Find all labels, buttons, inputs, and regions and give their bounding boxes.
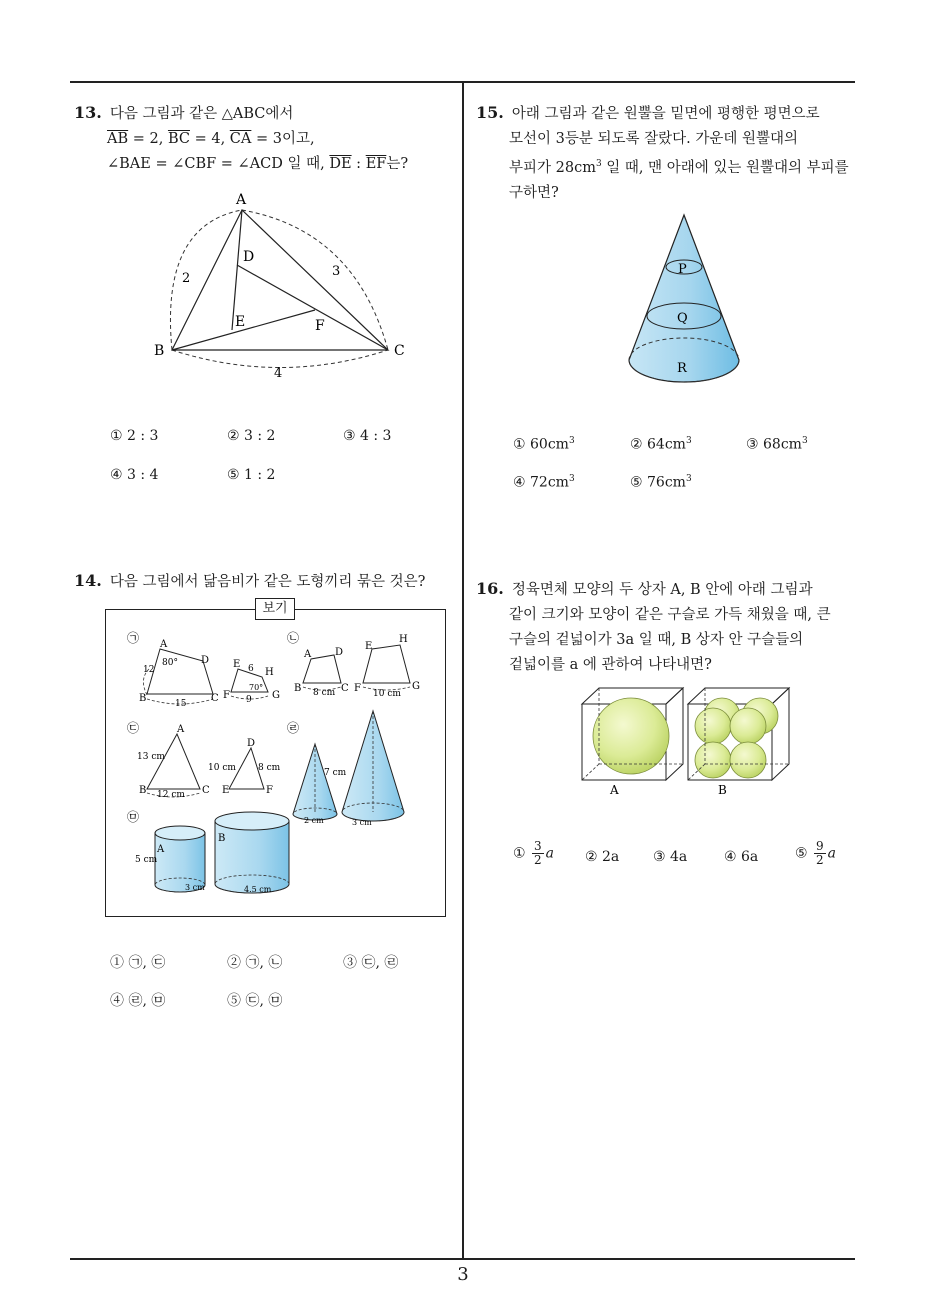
q14-choice-4[interactable]: ④ ㉣, ㉤ [110,993,166,1009]
q15-choice-2-exp: 3 [685,436,692,446]
section-q-label: Q [677,311,688,326]
g3b-left: 10 cm [208,763,236,773]
q16-line1: 정육면체 모양의 두 상자 A, B 안에 아래 그림과 [511,582,813,598]
q13-line1: 다음 그림과 같은 △ABC에서 [109,106,294,122]
q15-choice-3[interactable] [746,436,808,453]
q15-choice-4-exp: 3 [568,474,575,484]
vertex-c-label: C [394,343,405,359]
q15-choice-3-text: ③ 68cm [746,436,802,453]
g3-b: B [139,785,147,796]
q14-figures [105,609,444,915]
q13-choice-1[interactable]: ① 2 : 3 [110,428,159,444]
q13-line2 [74,127,408,152]
cube-a-label: A [610,783,619,797]
ab-value: = 2, [128,131,168,147]
g3b-d: D [247,738,256,749]
g1b-angle: 70° [249,683,264,692]
cube-b-label: B [718,783,727,797]
q16-choice-2[interactable]: ② 2a [585,849,620,865]
q16-line4: 겉넓이를 a 에 관하여 나타내면? [509,657,712,673]
q16-choice-5-mark: ⑤ [795,845,808,862]
q16-choice-1-numerator: 3 [534,839,542,853]
section-r-label: R [677,361,687,376]
g2b-g: G [412,681,420,692]
q14-choice-3[interactable]: ③ ㉢, ㉣ [343,955,399,971]
q16-choice-1-denominator: 2 [534,853,542,867]
q15-line1: 아래 그림과 같은 원뿔을 밑면에 평행한 평면으로 [511,106,820,122]
segment-ef: $\overline{EF}$ [365,156,387,172]
q16-choice-5-var: a [827,845,837,862]
q15-choice-4[interactable] [513,474,575,491]
g2b-base: 10 cm [373,689,401,699]
q13-triangle-figure [140,185,420,380]
side-ab-length: 2 [182,271,191,286]
q16-choice-4[interactable]: ④ 6a [724,849,759,865]
ca-value: = 3이고, [251,131,315,147]
q13-line3 [74,152,408,177]
question-14-number: 14. [74,571,102,590]
question-15-text [476,100,849,206]
group-1-marker: ㉠ [127,631,140,645]
vertex-a-label: A [236,192,247,208]
q15-choice-3-exp: 3 [801,436,808,446]
g5-b: B [218,833,226,844]
bc-value: = 4, [189,131,230,147]
g1-c: C [211,693,219,704]
point-f-label: F [315,318,325,334]
g5-radius-large: 4.5 cm [244,885,272,894]
g1b-h: H [265,667,274,678]
q16-choice-5-numerator: 9 [816,839,824,853]
q15-line3-rest: 일 때, 맨 아래에 있는 원뿔대의 부피를 [601,159,849,176]
q15-choice-1-exp: 3 [568,436,575,446]
q15-line4: 구하면? [509,184,559,201]
g2-b: B [294,683,302,694]
q15-choice-2-text: ② 64cm [630,436,686,453]
q16-choice-1-mark: ① [513,845,526,862]
group-4-marker: ㉣ [287,721,300,735]
q16-choice-5-denominator: 2 [816,853,824,867]
side-bc-length: 4 [274,366,283,380]
q16-line3: 구슬의 겉넓이가 3a 일 때, B 상자 안 구슬들의 [509,632,804,648]
q16-choice-3[interactable]: ③ 4a [653,849,688,865]
question-14-text [74,568,425,595]
q13-choice-3[interactable]: ③ 4 : 3 [343,428,392,444]
q15-cone-figure [620,210,750,390]
angle-condition: ∠BAE = ∠CBF = ∠ACD 일 때, [107,156,330,172]
q14-choice-5[interactable]: ⑤ ㉢, ㉤ [227,993,283,1009]
g4-radius-large: 3 cm [352,818,372,827]
q15-choice-1[interactable] [513,436,575,453]
q13-choice-4[interactable]: ④ 3 : 4 [110,467,159,483]
question-13-text [74,100,408,177]
g2-base: 8 cm [313,688,336,698]
q16-choice-1-fraction [532,840,544,867]
g3-base: 12 cm [157,790,185,800]
segment-de: $\overline{DE}$ [329,156,352,172]
g3-a: A [177,724,185,735]
q14-box-title: 보기 [255,598,295,620]
question-16-number: 16. [476,579,504,598]
g2b-h: H [399,634,408,645]
point-d-label: D [243,249,255,265]
q15-volume: 부피가 28cm [509,159,596,176]
g3b-f: F [266,785,273,796]
q15-choice-4-text: ④ 72cm [513,474,569,491]
q13-choice-5[interactable]: ⑤ 1 : 2 [227,467,276,483]
group-5-marker: ㉤ [127,810,140,824]
bottom-rule [70,1258,855,1260]
g1b-e: E [233,659,241,670]
q15-choice-5-exp: 3 [685,474,692,484]
segment-bc: $\overline{BC}$ [167,131,190,147]
g1b-f: F [223,690,230,701]
q16-choice-1-var: a [545,845,555,862]
q15-volume-exp: 3 [595,159,602,169]
g2-d: D [335,647,344,658]
g5-height: 5 cm [135,855,158,865]
g5-radius-small: 3 cm [185,883,205,892]
g3-side: 13 cm [137,752,165,762]
g1-angle: 80° [162,658,178,668]
column-divider [462,81,464,1259]
page-number: 3 [457,1264,469,1285]
g1-b: B [139,693,147,704]
question-15-number: 15. [476,103,504,122]
g1b-side: 6 [248,664,254,674]
g1b-base: 9 [246,695,252,705]
g2b-f: F [354,683,361,694]
segment-ab: $\overline{AB}$ [107,131,129,147]
point-e-label: E [235,314,246,330]
g2-c: C [341,683,349,694]
group-3-marker: ㉢ [127,721,140,735]
g5-a: A [157,844,165,855]
question-16-text [476,576,831,678]
g1-base: 15 [175,699,187,709]
group-2-marker: ㉡ [287,631,300,645]
ratio-colon: : [351,156,366,172]
g3-c: C [202,785,210,796]
q16-choice-1[interactable] [513,840,554,867]
q15-choice-5[interactable] [630,474,692,491]
g2b-e: E [365,641,373,652]
g3b-e: E [222,785,230,796]
g4-height: 7 cm [324,768,347,778]
q14-line1: 다음 그림에서 닮음비가 같은 도형끼리 묶은 것은? [109,574,426,590]
vertex-b-label: B [154,343,165,359]
segment-ca: $\overline{CA}$ [229,131,252,147]
q14-choice-1[interactable]: ① ㉠, ㉢ [110,955,166,971]
q16-line2: 같이 크기와 모양이 같은 구슬로 가득 채웠을 때, 큰 [509,607,831,623]
g1-side: 12 [143,665,155,675]
q15-choice-2[interactable] [630,436,692,453]
g3b-right: 8 cm [258,763,281,773]
g1b-g: G [272,690,280,701]
q15-line3 [476,152,849,181]
q16-choice-5-fraction [814,840,826,867]
g2-a: A [304,649,312,660]
side-ca-length: 3 [332,264,341,279]
q15-line2: 모선이 3등분 되도록 잘랐다. 가운데 원뿔대의 [509,131,799,147]
g4-radius-small: 2 cm [304,816,324,825]
q13-ask: 는? [386,156,409,172]
q15-choice-1-text: ① 60cm [513,436,569,453]
q13-choice-2[interactable]: ② 3 : 2 [227,428,276,444]
q14-choice-2[interactable]: ② ㉠, ㉡ [227,955,283,971]
question-13-number: 13. [74,103,102,122]
section-p-label: P [678,262,687,277]
q16-cubes-figure [578,684,798,799]
g1-d: D [201,655,210,666]
q15-choice-5-text: ⑤ 76cm [630,474,686,491]
g1-a: A [160,639,168,650]
q16-choice-5[interactable] [795,840,836,867]
